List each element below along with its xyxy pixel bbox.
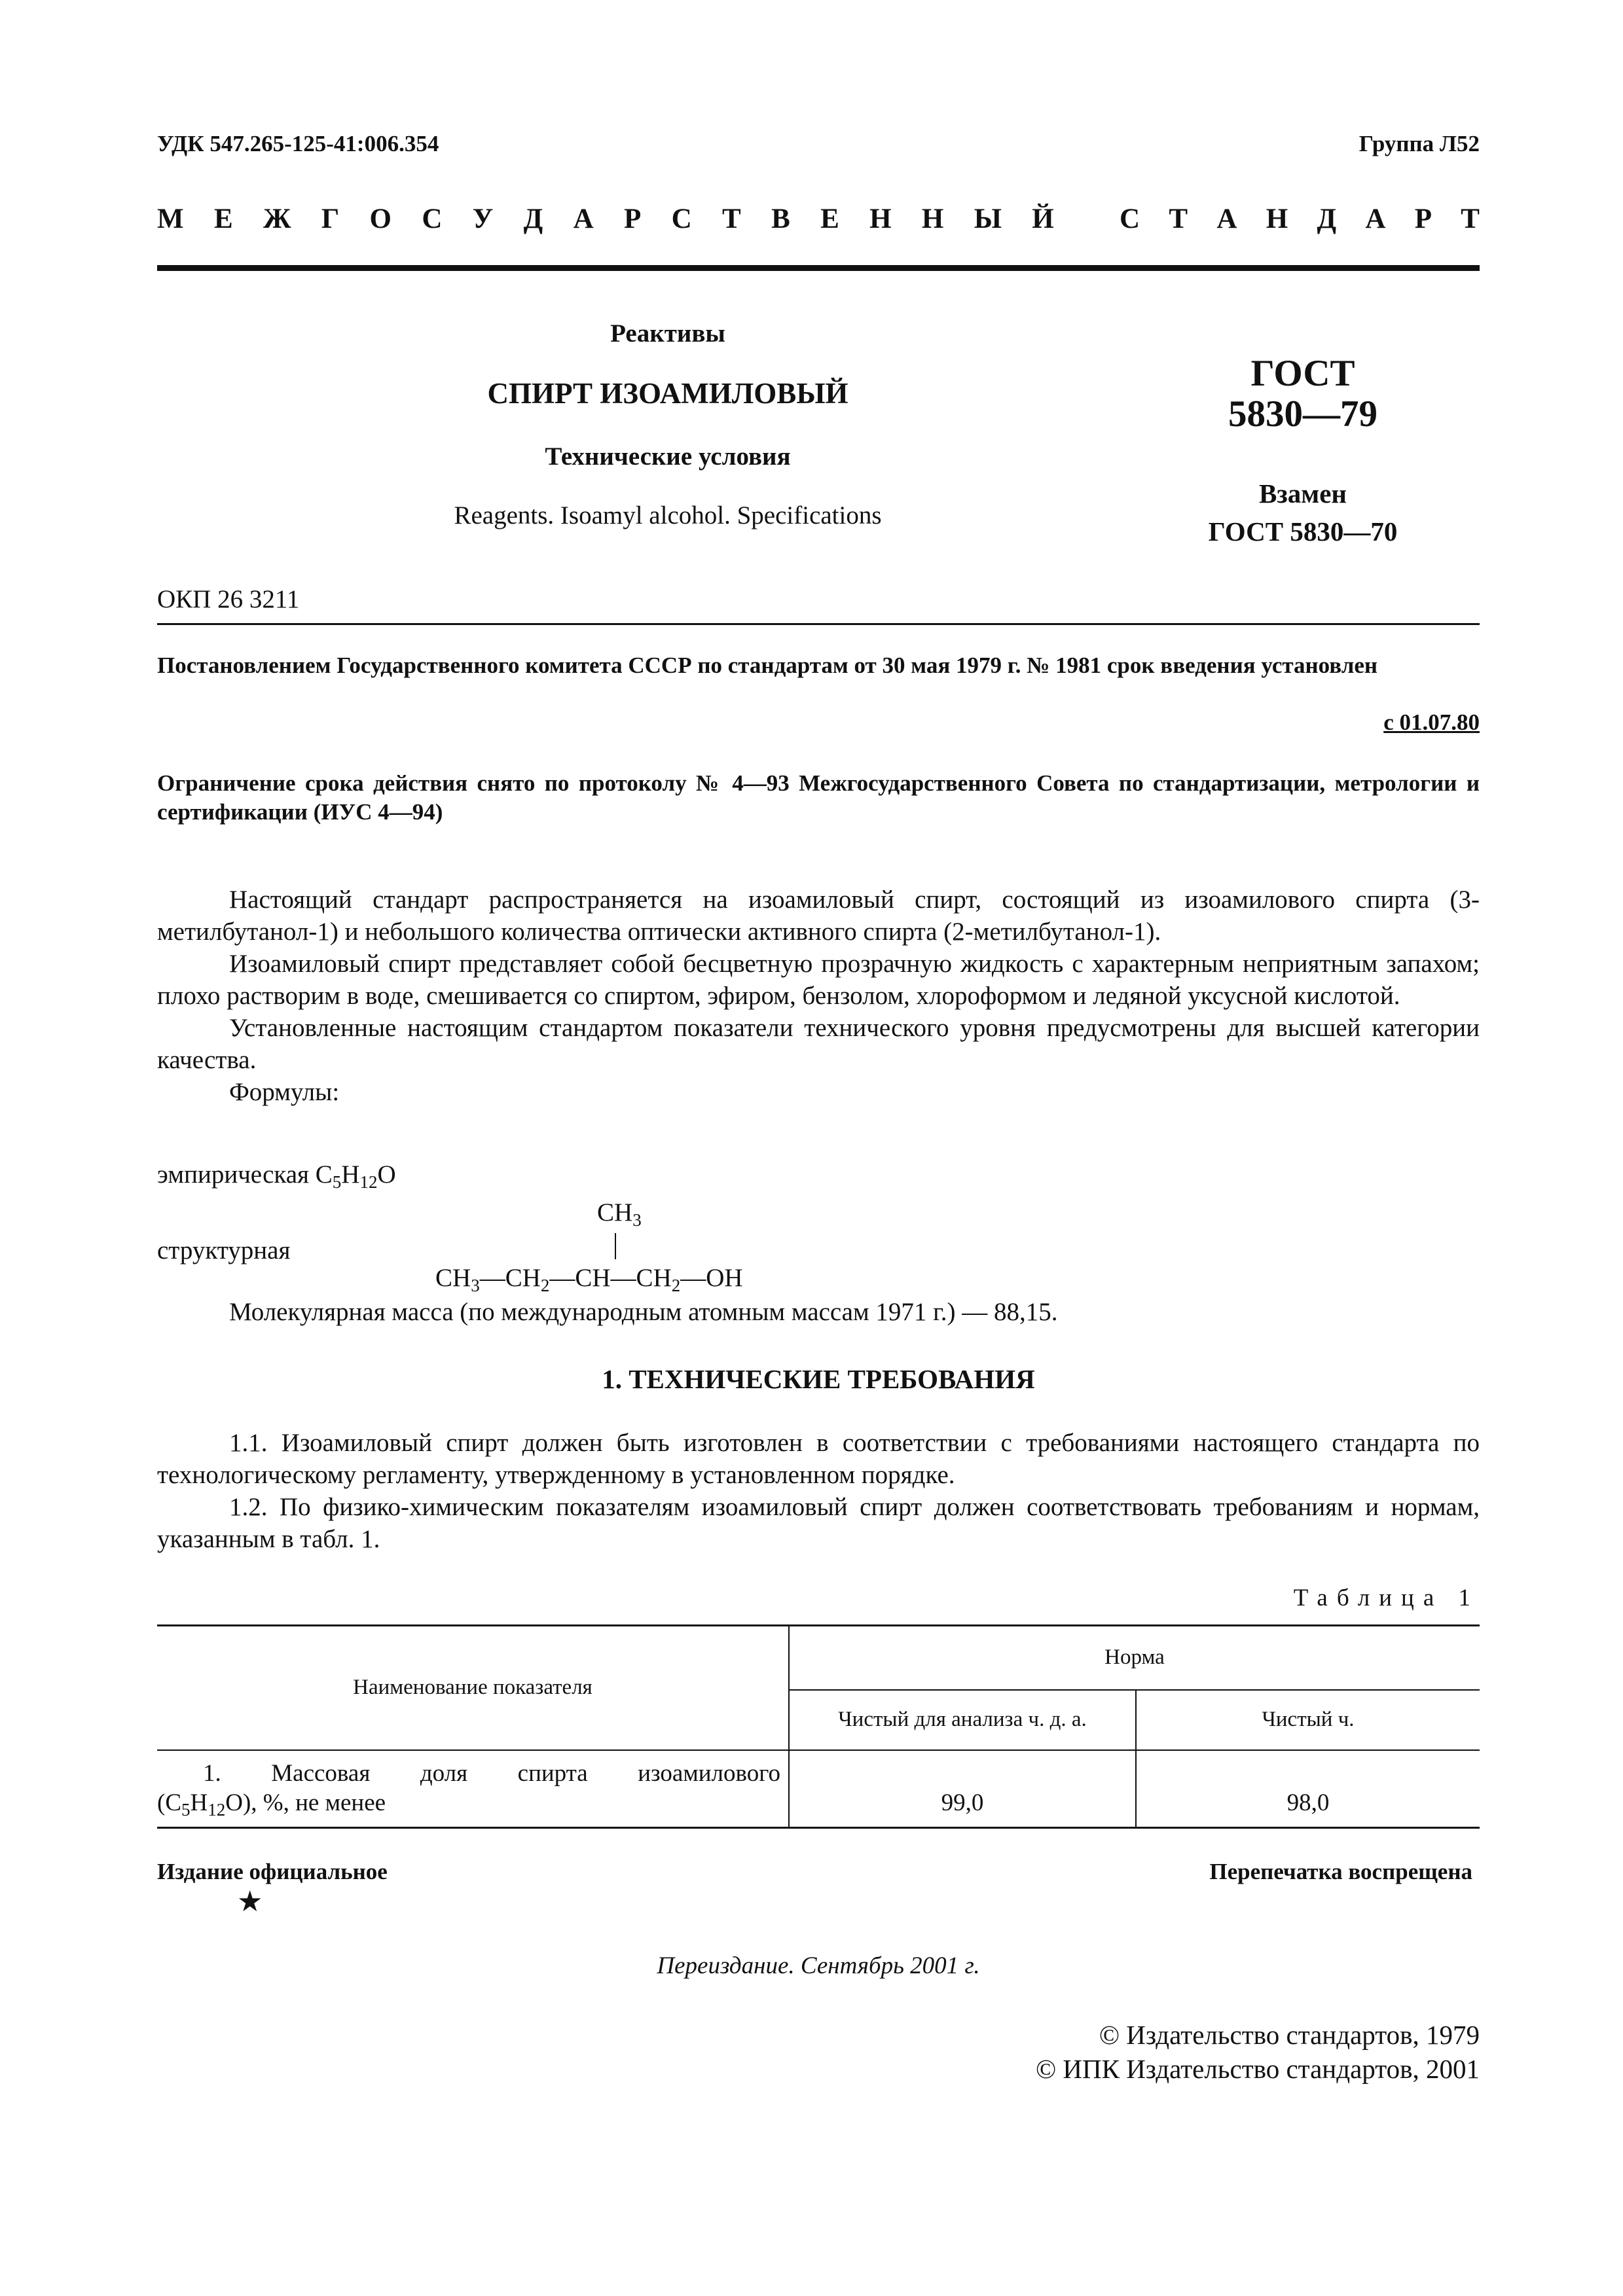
structural-label: структурная [157, 1236, 291, 1265]
gost-label: ГОСТ [1250, 353, 1355, 394]
decree-text: Постановлением Государственного комитета СССР по стандартам от 30 мая 1979 г. № 1981 срок введения установлен [157, 653, 1378, 678]
banner-letter: У [472, 204, 494, 234]
banner-letter: Й [1032, 204, 1054, 234]
banner-letter: Р [1414, 204, 1432, 234]
structural-ch3-branch: $CH_3$ [597, 1198, 642, 1230]
doc-title: СПИРТ ИЗОАМИЛОВЫЙ [487, 377, 848, 410]
table-1 [157, 1624, 1480, 1829]
table-row [157, 1750, 1480, 1828]
banner-letter: Т [1461, 204, 1480, 234]
banner-letter: Н [869, 204, 892, 234]
clause-1-1: 1.1. Изоамиловый спирт должен быть изготовлен в соответствии с требованиями настоящего стандарта по технологическому регламенту, утвержденному в установленном порядке. [157, 1429, 1480, 1489]
copyright-1979: © Издательство стандартов, 1979 [1099, 2020, 1480, 2050]
doc-english-title: Reagents. Isoamyl alcohol. Specifications [454, 501, 882, 529]
reissue-note: Переиздание. Сентябрь 2001 г. [657, 1952, 980, 1979]
empirical-formula-value: $C_5H_{12}O$ [315, 1160, 396, 1192]
banner-letter: Т [722, 204, 741, 234]
intro-paragraph-2: Изоамиловый спирт представляет собой бесцветную прозрачную жидкость с характерным неприятным запахом; плохо растворим в воде, смешивается со спиртом, эфиром, бензолом, хлороформом и ледяной уксусной кислотой. [157, 950, 1480, 1010]
copyright-2001: © ИПК Издательство стандартов, 2001 [1035, 2054, 1480, 2084]
okp-code: ОКП 26 3211 [157, 585, 300, 613]
official-edition: Издание официальное [157, 1859, 388, 1884]
banner-letter: Ж [263, 204, 291, 234]
doc-category: Реактивы [610, 319, 725, 348]
header-indicator-name: Наименование показателя [157, 1626, 789, 1750]
banner-standard [1120, 203, 1480, 235]
gost-number: 5830—79 [1228, 393, 1377, 435]
row-1-label-line-2: $(C_5H_{12}O)$, %, не менее [157, 1789, 386, 1820]
intro-paragraph-1: Настоящий стандарт распространяется на изоамиловый спирт, состоящий из изоамилового спирта (3-метилбутанол-1) и небольшого количества оптически активного спирта (2-метилбутанол-1). [157, 886, 1480, 946]
banner-letter: А [573, 204, 594, 234]
banner-letter: Д [523, 204, 543, 234]
standard-banner [157, 203, 1480, 235]
molecular-mass: Молекулярная масса (по международным атомным массам 1971 г.) — 88,15. [229, 1298, 1058, 1326]
banner-letter: Н [921, 204, 944, 234]
banner-letter: А [1216, 204, 1237, 234]
banner-letter: С [1120, 204, 1140, 234]
header-norm: Норма [789, 1626, 1480, 1690]
row-1-label-suffix: %, не менее [263, 1789, 386, 1816]
row-1-value-chda: 99,0 [789, 1750, 1136, 1828]
header-pure: Чистый ч. [1136, 1690, 1480, 1750]
banner-interstate [157, 203, 1054, 235]
row-1-indicator [157, 1750, 789, 1828]
banner-letter: Е [213, 204, 233, 234]
replaces-gost: ГОСТ 5830—70 [1208, 516, 1398, 547]
row-1-value-ch: 98,0 [1286, 1789, 1330, 1816]
header-pure-for-analysis: Чистый для анализа ч. д. а. [789, 1690, 1136, 1750]
row-1-label-line-1: 1. Массовая доля спирта изоамилового [203, 1759, 780, 1787]
structural-formula: $CH_3—CH_2—CH—CH_2—OH$ [435, 1264, 743, 1295]
structural-bond-line [615, 1233, 616, 1259]
doc-spec: Технические условия [545, 442, 791, 471]
star-icon: ★ [237, 1886, 263, 1918]
banner-letter: Е [820, 204, 839, 234]
banner-letter: О [369, 204, 392, 234]
empirical-formula [157, 1160, 396, 1192]
group-code: Группа Л52 [1359, 131, 1480, 156]
reprint-prohibited: Перепечатка воспрещена [1209, 1859, 1472, 1884]
clause-1-2: 1.2. По физико-химическим показателям изоамиловый спирт должен соответствовать требованиям и нормам, указанным в табл. 1. [157, 1493, 1480, 1553]
decree-date: с 01.07.80 [1383, 709, 1480, 735]
banner-letter: Г [321, 204, 340, 234]
intro-text [157, 884, 1480, 1108]
banner-letter: Т [1169, 204, 1188, 234]
formulas-label: Формулы: [229, 1078, 340, 1106]
banner-letter: Д [1317, 204, 1337, 234]
banner-letter: А [1365, 204, 1386, 234]
section-1-heading: 1. ТЕХНИЧЕСКИЕ ТРЕБОВАНИЯ [602, 1364, 1035, 1394]
empirical-label: эмпирическая [157, 1160, 310, 1189]
banner-letter: В [771, 204, 790, 234]
section-1-text [157, 1427, 1480, 1555]
banner-letter: С [671, 204, 692, 234]
intro-paragraph-3: Установленные настоящим стандартом показатели технического уровня предусмотрены для высшей категории качества. [157, 1014, 1480, 1074]
title-rule [157, 623, 1480, 625]
replaces-label: Взамен [1258, 478, 1347, 509]
table-1-caption: Таблица 1 [1293, 1585, 1480, 1611]
banner-letter: С [422, 204, 443, 234]
banner-letter: Р [624, 204, 642, 234]
limitation-note: Ограничение срока действия снято по протоколу № 4—93 Межгосударственного Совета по стандартизации, метрологии и сертификации (ИУС 4—94) [157, 770, 1480, 825]
banner-letter: Н [1266, 204, 1288, 234]
header-rule [157, 265, 1480, 271]
banner-letter: М [157, 204, 184, 234]
banner-letter: Ы [974, 204, 1002, 234]
udk-code: УДК 547.265-125-41:006.354 [157, 131, 439, 156]
